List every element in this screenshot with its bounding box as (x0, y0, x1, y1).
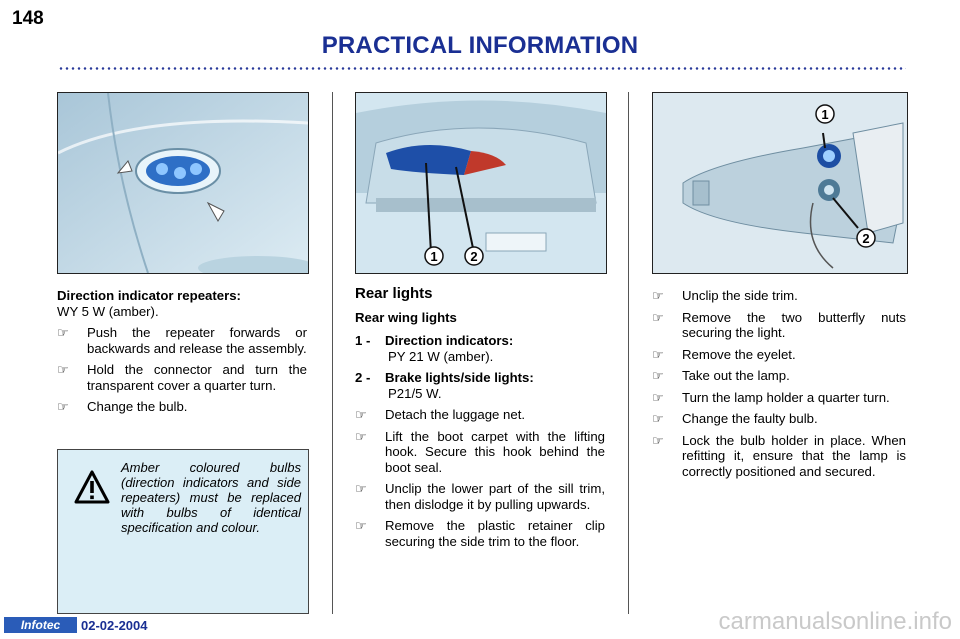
middle-column-text (355, 286, 605, 549)
lamp-unit-photo (652, 92, 908, 274)
step-text: Remove the plastic retainer clip securing the side trim to the floor. (385, 518, 605, 549)
warning-text: Amber coloured bulbs (direction indicators and side repeaters) must be replaced with bulbs of identical specification and colour. (121, 460, 301, 535)
page-number: 148 (12, 8, 44, 29)
list-item (652, 310, 906, 341)
item-number: 1 - (355, 333, 371, 348)
right-column-text (652, 282, 906, 479)
list-item (652, 390, 906, 406)
step-text: Change the faulty bulb. (682, 411, 818, 426)
list-item (652, 411, 906, 427)
pointing-hand-icon: ☞ (355, 518, 367, 533)
list-item (57, 399, 307, 415)
item-value: PY 21 W (amber). (388, 348, 494, 364)
list-item (652, 288, 906, 304)
pointing-hand-icon: ☞ (57, 325, 69, 340)
repeater-photo (57, 92, 309, 274)
warning-triangle-icon (74, 470, 110, 504)
rear-label-1: 1 (430, 249, 438, 264)
step-text: Unclip the lower part of the sill trim, then dislodge it by pulling upwards. (385, 481, 605, 512)
lamp-label-2: 2 (862, 231, 870, 246)
list-item (355, 429, 605, 476)
item-label: Direction indicators: (385, 333, 514, 348)
list-item (57, 362, 307, 393)
section-title: Rear lights (355, 285, 433, 302)
column-divider-left (332, 92, 333, 614)
left-column-text (57, 288, 307, 415)
step-text: Lift the boot carpet with the lifting hook. Secure this hook behind the boot seal. (385, 428, 605, 475)
subsection-title: Rear wing lights (355, 309, 457, 325)
pointing-hand-icon: ☞ (652, 411, 664, 426)
lamp-label-1: 1 (821, 107, 829, 122)
step-text: Unclip the side trim. (682, 288, 798, 303)
list-item (355, 333, 605, 364)
watermark: carmanualsonline.info (718, 608, 952, 635)
footer-date: 02-02-2004 (81, 618, 148, 633)
list-item (355, 518, 605, 549)
page-title: PRACTICAL INFORMATION (321, 32, 639, 59)
pointing-hand-icon: ☞ (57, 362, 69, 377)
pointing-hand-icon: ☞ (652, 368, 664, 383)
list-item (355, 407, 605, 423)
dotted-divider (58, 67, 906, 70)
pointing-hand-icon: ☞ (355, 481, 367, 496)
step-text: Turn the lamp holder a quarter turn. (682, 389, 890, 405)
list-item (652, 347, 906, 363)
list-item (355, 481, 605, 512)
step-text: Hold the connector and turn the transparent cover a quarter turn. (87, 362, 307, 393)
step-text: Detach the luggage net. (385, 407, 526, 422)
item-label: Brake lights/side lights: (385, 370, 534, 385)
warning-box (57, 449, 309, 614)
repeater-heading: Direction indicator repeaters: (57, 288, 241, 303)
item-value: P21/5 W. (388, 385, 442, 401)
pointing-hand-icon: ☞ (652, 389, 664, 405)
pointing-hand-icon: ☞ (355, 407, 367, 422)
rear-label-2: 2 (470, 249, 478, 264)
repeater-spec: WY 5 W (amber). (57, 303, 159, 319)
infotec-logo: Infotec (4, 617, 77, 633)
pointing-hand-icon: ☞ (652, 288, 664, 303)
pointing-hand-icon: ☞ (652, 309, 664, 325)
list-item (57, 325, 307, 356)
list-item (652, 433, 906, 480)
list-item (355, 370, 605, 401)
step-text: Remove the two butterfly nuts securing the light. (682, 309, 906, 340)
step-text: Lock the bulb holder in place. When refitting it, ensure that the lamp is correctly positioned and secured. (682, 432, 906, 479)
step-text: Remove the eyelet. (682, 346, 796, 362)
column-divider-right (628, 92, 629, 614)
pointing-hand-icon: ☞ (57, 399, 69, 414)
item-number: 2 - (355, 370, 371, 385)
pointing-hand-icon: ☞ (652, 346, 664, 362)
pointing-hand-icon: ☞ (355, 428, 367, 444)
step-text: Take out the lamp. (682, 368, 790, 383)
pointing-hand-icon: ☞ (652, 432, 664, 448)
list-item (652, 368, 906, 384)
step-text: Push the repeater forwards or backwards and release the assembly. (87, 325, 307, 356)
step-text: Change the bulb. (87, 399, 188, 414)
rear-lights-photo (355, 92, 607, 274)
